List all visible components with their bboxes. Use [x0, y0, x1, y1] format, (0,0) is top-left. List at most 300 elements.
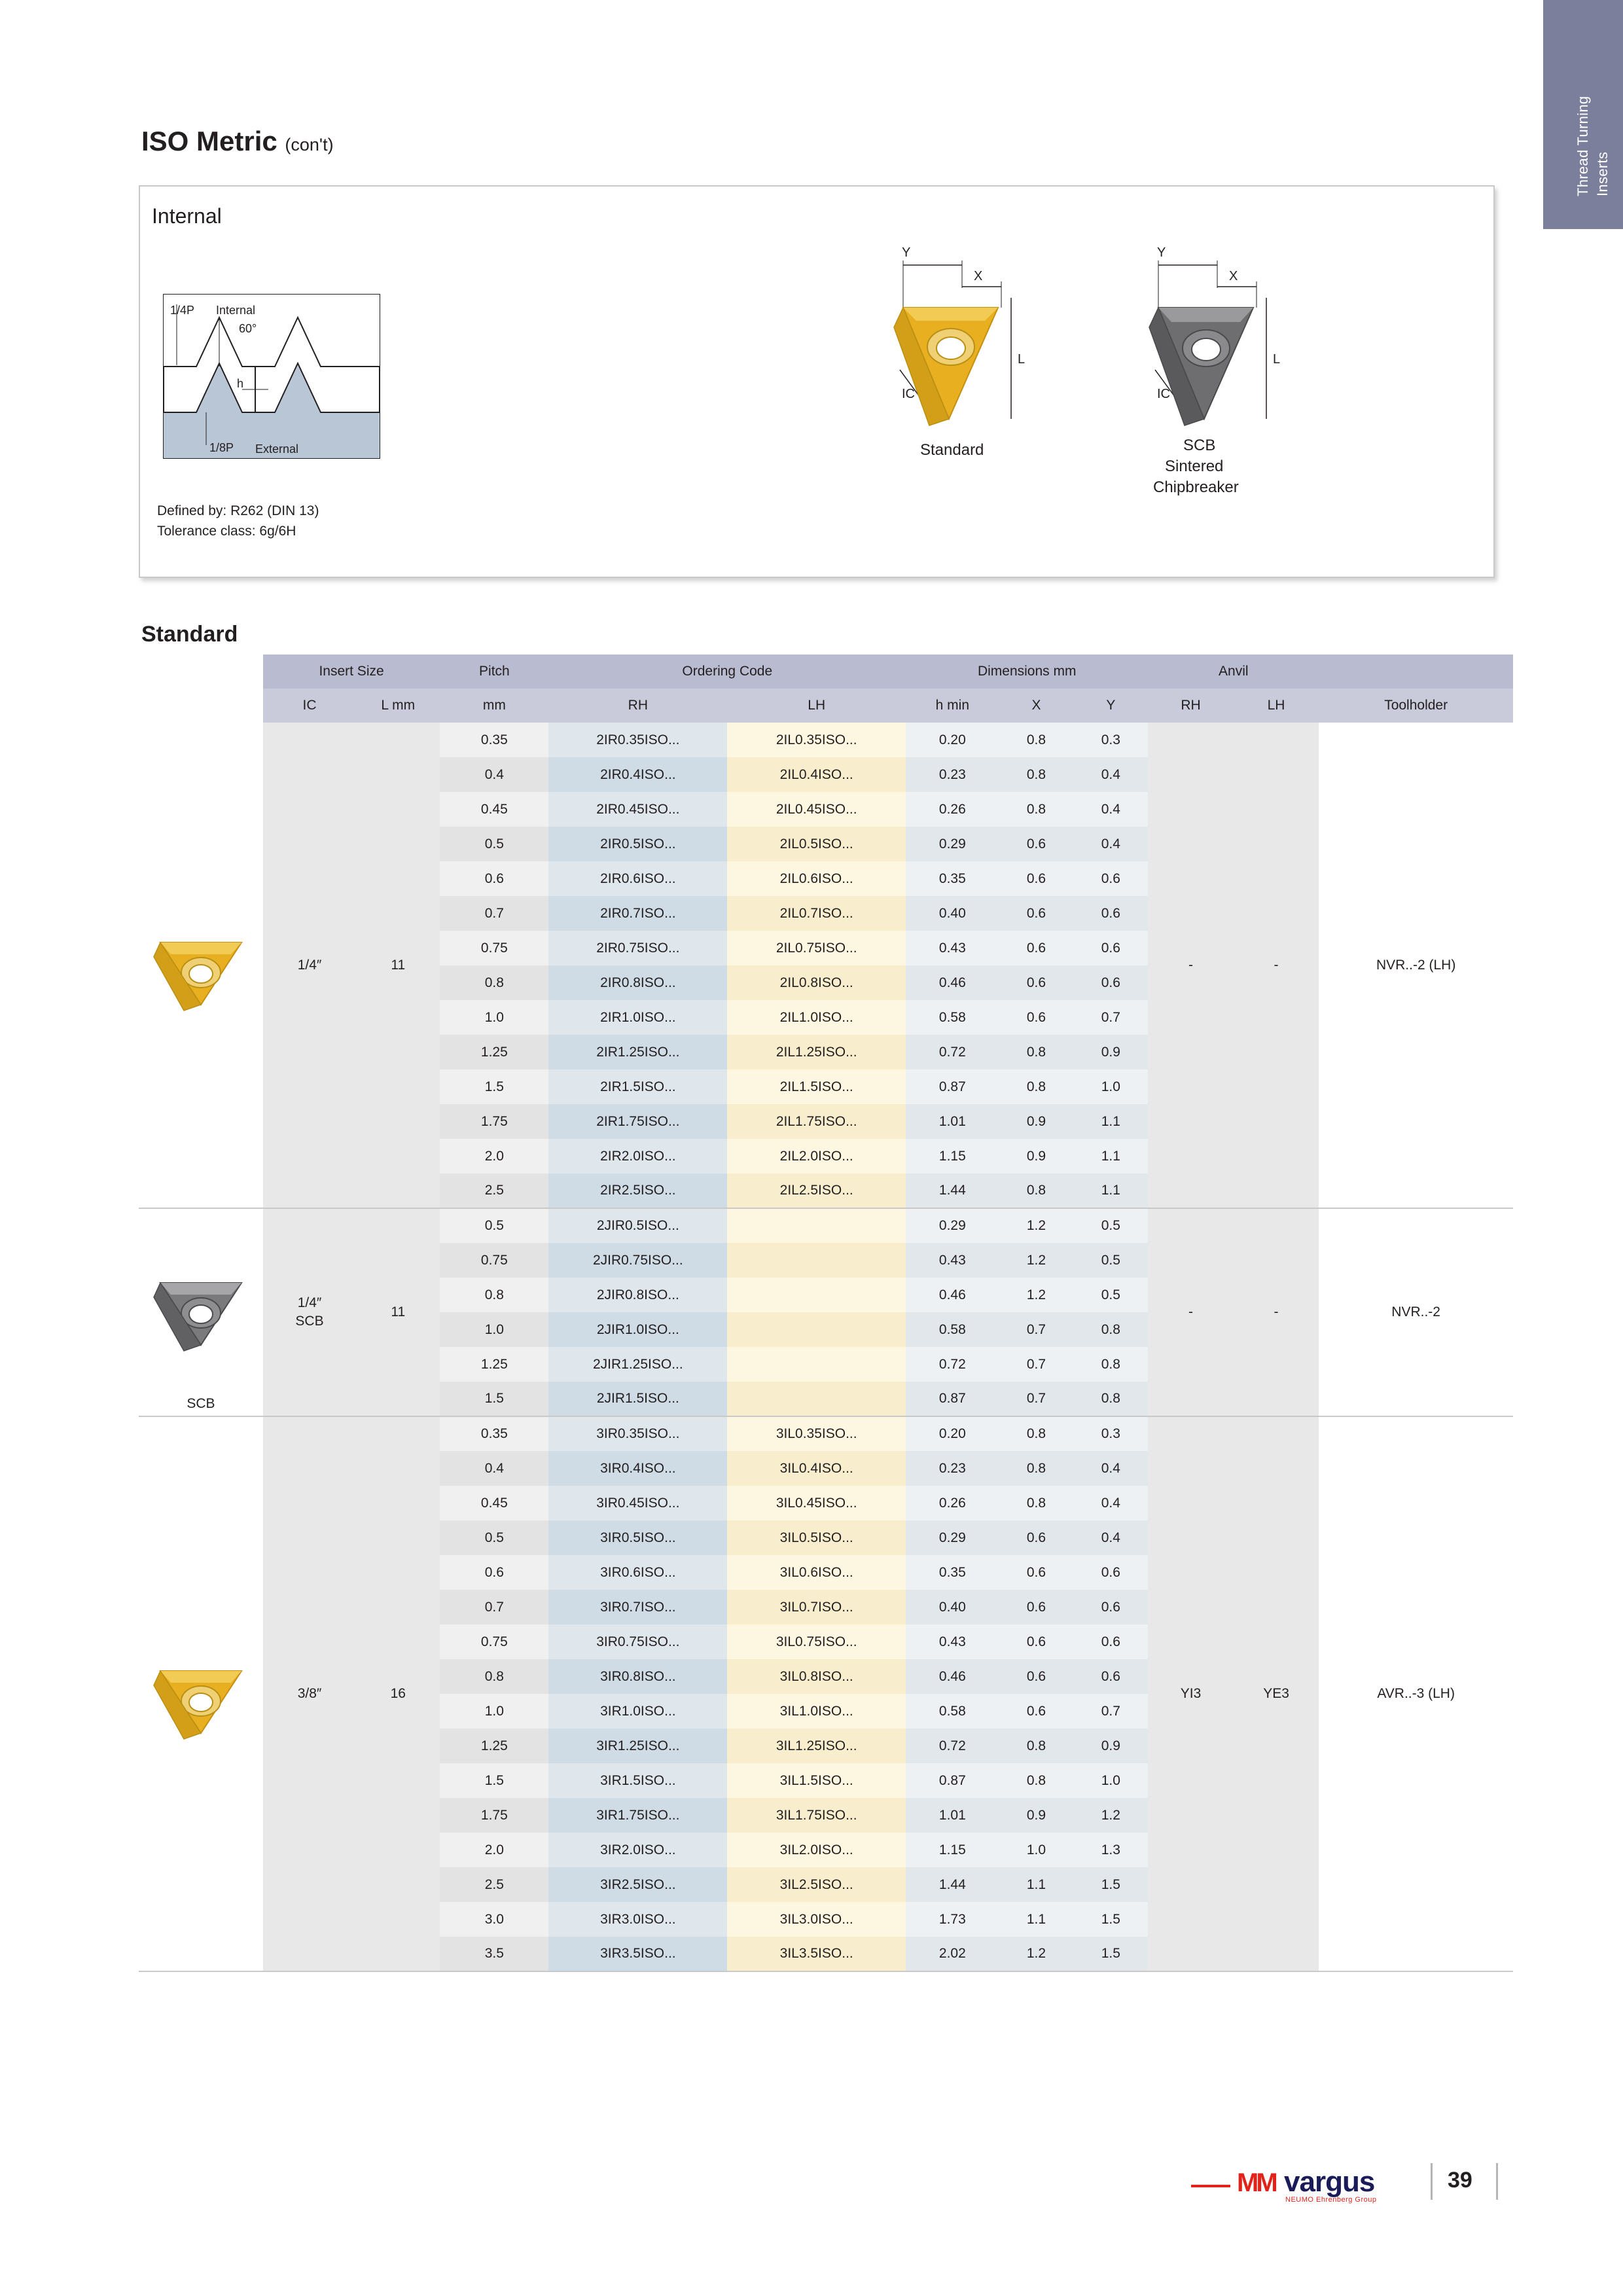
cell-x: 0.6	[999, 1659, 1074, 1694]
cell-pitch: 0.4	[440, 1451, 548, 1486]
standard-insert-figure	[864, 229, 1086, 491]
cell-length: 11	[356, 723, 440, 1208]
cell-code-lh: 2IL0.7ISO...	[727, 896, 906, 931]
cell-code-rh: 2IR1.75ISO...	[548, 1104, 727, 1139]
cell-code-lh: 3IL1.0ISO...	[727, 1694, 906, 1729]
cell-y: 0.5	[1073, 1243, 1148, 1278]
cell-y: 1.2	[1073, 1798, 1148, 1833]
header-y: Y	[1073, 689, 1148, 723]
cell-pitch: 3.5	[440, 1937, 548, 1971]
cell-code-lh: 3IL0.5ISO...	[727, 1520, 906, 1555]
header-pitch: Pitch	[440, 655, 548, 689]
table-row	[139, 1208, 1513, 1243]
cell-anvil-rh: YI3	[1148, 1416, 1234, 1971]
cell-code-lh: 3IL0.45ISO...	[727, 1486, 906, 1520]
cell-code-rh: 3IR0.8ISO...	[548, 1659, 727, 1694]
cell-x: 0.6	[999, 861, 1074, 896]
cell-code-lh: 2IL1.0ISO...	[727, 1000, 906, 1035]
vargus-logo	[1237, 2163, 1420, 2206]
cell-pitch: 3.0	[440, 1902, 548, 1937]
cell-code-rh: 2IR0.35ISO...	[548, 723, 727, 757]
cell-code-lh	[727, 1243, 906, 1278]
cell-h-min: 0.43	[906, 1624, 999, 1659]
cell-h-min: 1.01	[906, 1798, 999, 1833]
cell-h-min: 1.44	[906, 1867, 999, 1902]
cell-anvil-lh: -	[1234, 1208, 1319, 1416]
cell-code-rh: 2IR1.0ISO...	[548, 1000, 727, 1035]
section-tab-line1: Thread Turning	[1575, 96, 1591, 196]
header-toolholder-spacer	[1319, 655, 1513, 689]
cell-y: 0.6	[1073, 1590, 1148, 1624]
cell-code-lh: 2IL1.25ISO...	[727, 1035, 906, 1069]
header-insert-size: Insert Size	[263, 655, 440, 689]
cell-h-min: 0.46	[906, 965, 999, 1000]
cell-code-rh: 2IR0.75ISO...	[548, 931, 727, 965]
section-tab-text	[1573, 96, 1613, 196]
cell-y: 1.1	[1073, 1174, 1148, 1208]
cell-y: 1.1	[1073, 1104, 1148, 1139]
cell-code-lh	[727, 1312, 906, 1347]
cell-h-min: 0.29	[906, 827, 999, 861]
cell-code-rh: 3IR2.0ISO...	[548, 1833, 727, 1867]
cell-x: 0.8	[999, 1035, 1074, 1069]
internal-panel-title: Internal	[152, 204, 222, 228]
header-x: X	[999, 689, 1074, 723]
cell-code-lh: 3IL0.6ISO...	[727, 1555, 906, 1590]
cell-code-rh: 3IR1.0ISO...	[548, 1694, 727, 1729]
cell-x: 1.1	[999, 1867, 1074, 1902]
cell-h-min: 0.43	[906, 931, 999, 965]
cell-x: 0.7	[999, 1347, 1074, 1382]
cell-x: 1.2	[999, 1243, 1074, 1278]
cell-code-lh	[727, 1208, 906, 1243]
cell-y: 0.8	[1073, 1312, 1148, 1347]
cell-h-min: 0.58	[906, 1000, 999, 1035]
cell-code-rh: 3IR1.25ISO...	[548, 1729, 727, 1763]
cell-code-rh: 2IR1.25ISO...	[548, 1035, 727, 1069]
table-body	[139, 723, 1513, 1971]
cell-code-rh: 3IR1.75ISO...	[548, 1798, 727, 1833]
cell-pitch: 1.5	[440, 1382, 548, 1416]
cell-code-rh: 2IR2.0ISO...	[548, 1139, 727, 1174]
cell-y: 0.9	[1073, 1729, 1148, 1763]
cell-y: 0.7	[1073, 1000, 1148, 1035]
cell-x: 0.8	[999, 1069, 1074, 1104]
cell-x: 0.6	[999, 965, 1074, 1000]
cell-ic: 3/8″	[263, 1416, 356, 1971]
svg-text:1/4P: 1/4P	[170, 304, 195, 317]
cell-code-rh: 2IR2.5ISO...	[548, 1174, 727, 1208]
cell-h-min: 1.73	[906, 1902, 999, 1937]
cell-pitch: 1.25	[440, 1035, 548, 1069]
cell-h-min: 1.15	[906, 1139, 999, 1174]
cell-code-rh: 2JIR0.8ISO...	[548, 1278, 727, 1312]
svg-text:L: L	[1273, 352, 1281, 367]
section-tab-line2: Inserts	[1594, 151, 1611, 196]
svg-text:X: X	[974, 269, 983, 283]
section-tab	[1543, 0, 1623, 229]
cell-x: 0.8	[999, 1729, 1074, 1763]
cell-code-rh: 3IR3.0ISO...	[548, 1902, 727, 1937]
cell-x: 0.6	[999, 931, 1074, 965]
cell-x: 0.8	[999, 792, 1074, 827]
header-anvil-rh: RH	[1148, 689, 1234, 723]
cell-y: 0.6	[1073, 1659, 1148, 1694]
header-toolholder: Toolholder	[1319, 689, 1513, 723]
cell-x: 0.6	[999, 1520, 1074, 1555]
svg-text:Chipbreaker: Chipbreaker	[1153, 478, 1239, 496]
cell-pitch: 0.75	[440, 931, 548, 965]
cell-pitch: 1.75	[440, 1104, 548, 1139]
cell-x: 0.9	[999, 1139, 1074, 1174]
cell-code-lh: 2IL0.45ISO...	[727, 792, 906, 827]
cell-pitch: 1.5	[440, 1763, 548, 1798]
cell-code-lh: 3IL2.0ISO...	[727, 1833, 906, 1867]
cell-code-lh: 2IL0.6ISO...	[727, 861, 906, 896]
cell-y: 0.5	[1073, 1208, 1148, 1243]
cell-h-min: 0.72	[906, 1035, 999, 1069]
cell-anvil-lh: -	[1234, 723, 1319, 1208]
cell-x: 0.6	[999, 1000, 1074, 1035]
cell-h-min: 0.35	[906, 861, 999, 896]
cell-y: 0.6	[1073, 931, 1148, 965]
cell-code-rh: 3IR3.5ISO...	[548, 1937, 727, 1971]
cell-h-min: 0.87	[906, 1382, 999, 1416]
cell-pitch: 2.5	[440, 1867, 548, 1902]
cell-pitch: 0.6	[440, 1555, 548, 1590]
svg-text:External: External	[255, 442, 299, 456]
cell-pitch: 0.35	[440, 723, 548, 757]
logo-subtext: NEUMO Ehrenberg Group	[1285, 2196, 1377, 2204]
cell-y: 1.5	[1073, 1902, 1148, 1937]
cell-code-lh: 3IL0.4ISO...	[727, 1451, 906, 1486]
cell-h-min: 0.29	[906, 1520, 999, 1555]
cell-h-min: 0.26	[906, 792, 999, 827]
cell-h-min: 2.02	[906, 1937, 999, 1971]
svg-text:IC: IC	[1157, 387, 1170, 401]
cell-pitch: 2.5	[440, 1174, 548, 1208]
cell-code-lh: 3IL0.35ISO...	[727, 1416, 906, 1451]
page-title-main: ISO Metric	[141, 126, 277, 156]
header-hmin: h min	[906, 689, 999, 723]
cell-h-min: 0.20	[906, 1416, 999, 1451]
cell-code-lh: 2IL0.8ISO...	[727, 965, 906, 1000]
svg-text:h: h	[237, 377, 244, 390]
cell-y: 1.5	[1073, 1937, 1148, 1971]
cell-code-rh: 2IR0.5ISO...	[548, 827, 727, 861]
cell-x: 0.8	[999, 757, 1074, 792]
svg-text:X: X	[1229, 269, 1238, 283]
cell-code-rh: 3IR2.5ISO...	[548, 1867, 727, 1902]
cell-code-rh: 2JIR0.75ISO...	[548, 1243, 727, 1278]
cell-pitch: 0.5	[440, 827, 548, 861]
cell-ic: 1/4″	[263, 723, 356, 1208]
cell-y: 0.6	[1073, 1555, 1148, 1590]
cell-code-lh: 3IL1.25ISO...	[727, 1729, 906, 1763]
standard-table-wrapper	[139, 655, 1513, 1972]
cell-x: 0.8	[999, 1486, 1074, 1520]
cell-pitch: 0.4	[440, 757, 548, 792]
cell-y: 1.1	[1073, 1139, 1148, 1174]
page-title	[141, 126, 334, 157]
footer-divider-right	[1496, 2163, 1498, 2200]
cell-x: 1.1	[999, 1902, 1074, 1937]
svg-text:IC: IC	[902, 387, 915, 401]
cell-toolholder: AVR..-3 (LH)	[1319, 1416, 1513, 1971]
cell-x: 0.9	[999, 1104, 1074, 1139]
cell-y: 1.5	[1073, 1867, 1148, 1902]
cell-y: 0.9	[1073, 1035, 1148, 1069]
cell-pitch: 0.5	[440, 1520, 548, 1555]
footer-divider-left	[1431, 2163, 1433, 2200]
cell-x: 0.8	[999, 1174, 1074, 1208]
cell-y: 0.6	[1073, 965, 1148, 1000]
cell-toolholder: NVR..-2	[1319, 1208, 1513, 1416]
cell-code-lh: 2IL0.4ISO...	[727, 757, 906, 792]
insert-thumbnail-cell	[139, 1416, 263, 1971]
cell-code-rh: 2JIR1.5ISO...	[548, 1382, 727, 1416]
insert-thumbnail-cell	[139, 723, 263, 1208]
cell-y: 0.4	[1073, 792, 1148, 827]
cell-y: 0.5	[1073, 1278, 1148, 1312]
logo-mark-icon: MM	[1237, 2168, 1275, 2197]
cell-code-rh: 3IR0.45ISO...	[548, 1486, 727, 1520]
cell-y: 0.4	[1073, 1520, 1148, 1555]
cell-h-min: 0.35	[906, 1555, 999, 1590]
cell-x: 0.6	[999, 1590, 1074, 1624]
cell-code-rh: 3IR0.75ISO...	[548, 1624, 727, 1659]
cell-x: 0.6	[999, 1694, 1074, 1729]
cell-code-lh: 3IL2.5ISO...	[727, 1867, 906, 1902]
cell-code-rh: 2IR1.5ISO...	[548, 1069, 727, 1104]
cell-h-min: 1.15	[906, 1833, 999, 1867]
svg-text:60°: 60°	[239, 322, 257, 335]
cell-pitch: 0.8	[440, 965, 548, 1000]
cell-pitch: 1.75	[440, 1798, 548, 1833]
cell-x: 0.6	[999, 896, 1074, 931]
cell-code-rh: 2JIR1.25ISO...	[548, 1347, 727, 1382]
header-anvil-lh: LH	[1234, 689, 1319, 723]
cell-x: 1.0	[999, 1833, 1074, 1867]
cell-x: 0.6	[999, 1624, 1074, 1659]
cell-y: 0.7	[1073, 1694, 1148, 1729]
cell-code-rh: 3IR0.35ISO...	[548, 1416, 727, 1451]
cell-y: 0.4	[1073, 1486, 1148, 1520]
cell-code-lh: 3IL0.7ISO...	[727, 1590, 906, 1624]
cell-ic: 1/4″ SCB	[263, 1208, 356, 1416]
header-anvil: Anvil	[1148, 655, 1319, 689]
cell-y: 0.3	[1073, 723, 1148, 757]
svg-text:Y: Y	[902, 245, 911, 260]
cell-pitch: 1.0	[440, 1000, 548, 1035]
cell-code-lh: 3IL0.75ISO...	[727, 1624, 906, 1659]
cell-code-rh: 3IR0.5ISO...	[548, 1520, 727, 1555]
cell-pitch: 0.5	[440, 1208, 548, 1243]
insert-scb-icon	[149, 1263, 253, 1361]
cell-y: 0.4	[1073, 1451, 1148, 1486]
cell-pitch: 1.25	[440, 1729, 548, 1763]
svg-text:L: L	[1018, 352, 1026, 367]
cell-code-rh: 2IR0.7ISO...	[548, 896, 727, 931]
cell-h-min: 0.43	[906, 1243, 999, 1278]
cell-code-rh: 3IR1.5ISO...	[548, 1763, 727, 1798]
cell-anvil-rh: -	[1148, 1208, 1234, 1416]
cell-y: 0.8	[1073, 1382, 1148, 1416]
cell-y: 0.6	[1073, 861, 1148, 896]
cell-pitch: 1.0	[440, 1312, 548, 1347]
header-dimensions: Dimensions mm	[906, 655, 1148, 689]
cell-h-min: 0.87	[906, 1069, 999, 1104]
thread-profile-diagram	[157, 288, 386, 484]
cell-x: 0.6	[999, 827, 1074, 861]
cell-code-lh	[727, 1382, 906, 1416]
cell-code-lh: 2IL2.5ISO...	[727, 1174, 906, 1208]
cell-x: 0.8	[999, 1416, 1074, 1451]
cell-code-rh: 2JIR1.0ISO...	[548, 1312, 727, 1347]
cell-y: 0.4	[1073, 757, 1148, 792]
cell-code-rh: 3IR0.4ISO...	[548, 1451, 727, 1486]
page-number: 39	[1448, 2168, 1472, 2193]
cell-y: 0.3	[1073, 1416, 1148, 1451]
cell-x: 0.7	[999, 1382, 1074, 1416]
insert-thumbnail-cell	[139, 1208, 263, 1416]
cell-code-lh: 2IL2.0ISO...	[727, 1139, 906, 1174]
cell-h-min: 0.29	[906, 1208, 999, 1243]
cell-x: 0.6	[999, 1555, 1074, 1590]
svg-text:Standard: Standard	[920, 441, 984, 459]
cell-pitch: 2.0	[440, 1139, 548, 1174]
cell-pitch: 0.6	[440, 861, 548, 896]
cell-code-lh: 2IL0.75ISO...	[727, 931, 906, 965]
cell-code-lh: 3IL3.0ISO...	[727, 1902, 906, 1937]
standard-insert-table	[139, 655, 1513, 1972]
cell-pitch: 0.7	[440, 1590, 548, 1624]
cell-pitch: 1.5	[440, 1069, 548, 1104]
header-spacer-cell	[139, 655, 263, 689]
cell-pitch: 2.0	[440, 1833, 548, 1867]
cell-h-min: 0.26	[906, 1486, 999, 1520]
cell-y: 0.4	[1073, 827, 1148, 861]
cell-y: 0.6	[1073, 1624, 1148, 1659]
svg-text:Internal: Internal	[216, 304, 256, 317]
cell-code-rh: 2IR0.4ISO...	[548, 757, 727, 792]
section-title: Standard	[141, 622, 238, 647]
cell-h-min: 0.87	[906, 1763, 999, 1798]
insert-gold-icon	[149, 1645, 253, 1743]
cell-toolholder: NVR..-2 (LH)	[1319, 723, 1513, 1208]
cell-h-min: 0.23	[906, 1451, 999, 1486]
svg-text:SCB: SCB	[1183, 437, 1216, 454]
cell-y: 0.6	[1073, 896, 1148, 931]
cell-h-min: 0.72	[906, 1729, 999, 1763]
cell-h-min: 0.46	[906, 1278, 999, 1312]
svg-text:Sintered: Sintered	[1165, 457, 1224, 475]
cell-code-rh: 2IR0.6ISO...	[548, 861, 727, 896]
cell-x: 1.2	[999, 1278, 1074, 1312]
cell-code-rh: 2JIR0.5ISO...	[548, 1208, 727, 1243]
cell-h-min: 0.58	[906, 1312, 999, 1347]
defined-by-text: Defined by: R262 (DIN 13)	[157, 503, 319, 518]
cell-h-min: 0.20	[906, 723, 999, 757]
cell-code-lh: 3IL3.5ISO...	[727, 1937, 906, 1971]
header-l: L mm	[356, 689, 440, 723]
header-image-col	[139, 689, 263, 723]
cell-length: 11	[356, 1208, 440, 1416]
tolerance-class-text: Tolerance class: 6g/6H	[157, 524, 296, 539]
cell-pitch: 0.75	[440, 1624, 548, 1659]
insert-gold-icon	[149, 916, 253, 1014]
svg-text:Y: Y	[1157, 245, 1166, 260]
cell-code-lh	[727, 1278, 906, 1312]
svg-text:1/8P: 1/8P	[209, 441, 234, 454]
cell-x: 0.8	[999, 1763, 1074, 1798]
header-ordering-code: Ordering Code	[548, 655, 906, 689]
header-rh: RH	[548, 689, 727, 723]
cell-h-min: 0.46	[906, 1659, 999, 1694]
cell-x: 0.8	[999, 1451, 1074, 1486]
page-title-suffix: (con't)	[285, 135, 334, 154]
cell-x: 0.9	[999, 1798, 1074, 1833]
header-lh: LH	[727, 689, 906, 723]
cell-h-min: 0.72	[906, 1347, 999, 1382]
cell-pitch: 0.45	[440, 1486, 548, 1520]
cell-x: 0.8	[999, 723, 1074, 757]
cell-y: 1.3	[1073, 1833, 1148, 1867]
cell-y: 1.0	[1073, 1069, 1148, 1104]
cell-pitch: 0.45	[440, 792, 548, 827]
cell-code-lh: 3IL1.5ISO...	[727, 1763, 906, 1798]
cell-code-rh: 2IR0.8ISO...	[548, 965, 727, 1000]
cell-x: 1.2	[999, 1208, 1074, 1243]
standard-reference	[157, 501, 319, 541]
scb-insert-figure	[1113, 229, 1361, 511]
footer-accent-rule	[1191, 2185, 1230, 2187]
cell-x: 0.7	[999, 1312, 1074, 1347]
cell-y: 0.8	[1073, 1347, 1148, 1382]
table-column-header-row	[139, 689, 1513, 723]
cell-code-rh: 3IR0.7ISO...	[548, 1590, 727, 1624]
cell-code-lh: 2IL1.5ISO...	[727, 1069, 906, 1104]
header-pitch-mm: mm	[440, 689, 548, 723]
cell-h-min: 1.01	[906, 1104, 999, 1139]
cell-pitch: 0.35	[440, 1416, 548, 1451]
cell-code-lh: 2IL0.5ISO...	[727, 827, 906, 861]
cell-pitch: 1.0	[440, 1694, 548, 1729]
cell-y: 1.0	[1073, 1763, 1148, 1798]
table-row	[139, 1416, 1513, 1451]
table-row	[139, 723, 1513, 757]
header-ic: IC	[263, 689, 356, 723]
logo-wordmark: vargus	[1284, 2166, 1375, 2198]
cell-code-lh: 3IL1.75ISO...	[727, 1798, 906, 1833]
cell-h-min: 0.40	[906, 896, 999, 931]
cell-pitch: 0.7	[440, 896, 548, 931]
cell-h-min: 0.58	[906, 1694, 999, 1729]
cell-length: 16	[356, 1416, 440, 1971]
cell-pitch: 0.8	[440, 1659, 548, 1694]
cell-anvil-lh: YE3	[1234, 1416, 1319, 1971]
cell-code-rh: 3IR0.6ISO...	[548, 1555, 727, 1590]
cell-h-min: 1.44	[906, 1174, 999, 1208]
insert-thumbnail-caption: SCB	[187, 1396, 215, 1411]
cell-x: 1.2	[999, 1937, 1074, 1971]
cell-code-lh: 2IL0.35ISO...	[727, 723, 906, 757]
cell-pitch: 1.25	[440, 1347, 548, 1382]
cell-pitch: 0.8	[440, 1278, 548, 1312]
table-group-header-row	[139, 655, 1513, 689]
cell-h-min: 0.23	[906, 757, 999, 792]
cell-code-rh: 2IR0.45ISO...	[548, 792, 727, 827]
